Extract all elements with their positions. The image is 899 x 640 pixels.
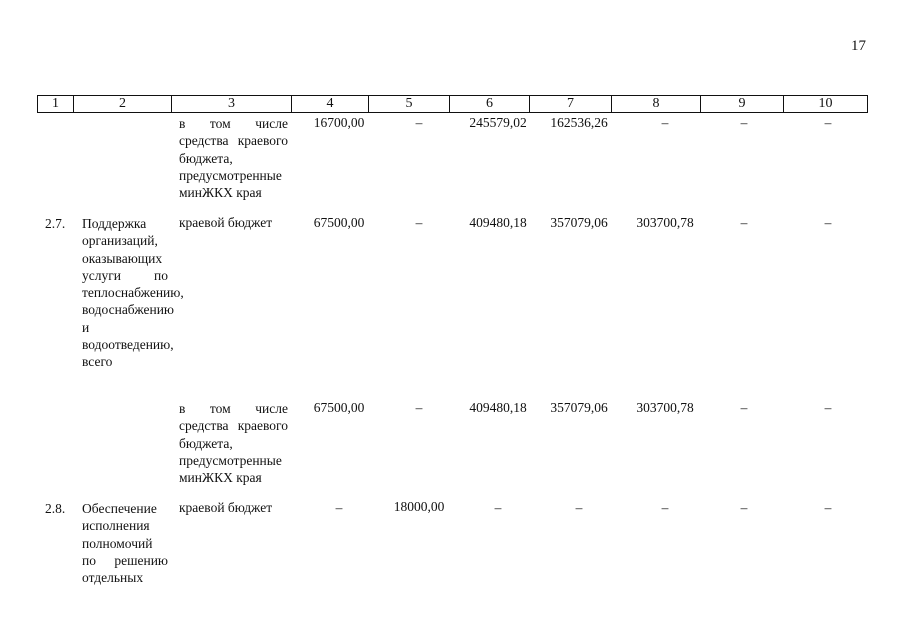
value-col-8: 303700,78	[636, 215, 694, 230]
value-col-7: 357079,06	[550, 215, 608, 230]
value-col-9: –	[740, 115, 748, 130]
column-number-header	[37, 95, 868, 113]
funding-source: в том числе средства краевого бюджета, предусмотренные минЖКХ края	[179, 401, 288, 486]
funding-source: краевой бюджет	[179, 500, 273, 515]
header-cell-4: 4	[292, 96, 369, 113]
item-name: Обеспечение исполнения полномочий по решению отдельных	[82, 501, 168, 586]
value-col-8: 303700,78	[636, 400, 694, 415]
value-col-8: –	[661, 115, 669, 130]
header-cell-8: 8	[612, 96, 701, 113]
value-col-6: 409480,18	[469, 400, 527, 415]
value-col-9: –	[740, 500, 748, 515]
value-col-5: –	[415, 215, 423, 230]
header-cell-2: 2	[74, 96, 172, 113]
value-col-6: 245579,02	[469, 115, 527, 130]
page-number: 17	[851, 38, 866, 54]
value-col-4: 67500,00	[313, 215, 365, 230]
value-col-7: –	[575, 500, 583, 515]
header-cell-7: 7	[530, 96, 612, 113]
item-number: 2.8.	[45, 501, 66, 516]
header-cell-9: 9	[701, 96, 784, 113]
item-number: 2.7.	[45, 216, 66, 231]
value-col-8: –	[661, 500, 669, 515]
value-col-7: 162536,26	[550, 115, 608, 130]
value-col-4: 67500,00	[313, 400, 365, 415]
value-col-10: –	[824, 500, 832, 515]
header-cell-1: 1	[38, 96, 74, 113]
header-cell-10: 10	[784, 96, 868, 113]
value-col-9: –	[740, 400, 748, 415]
value-col-10: –	[824, 400, 832, 415]
value-col-6: –	[494, 500, 502, 515]
header-cell-5: 5	[369, 96, 450, 113]
value-col-4: 16700,00	[313, 115, 365, 130]
value-col-7: 357079,06	[550, 400, 608, 415]
funding-source: в том числе средства краевого бюджета, предусмотренные минЖКХ края	[179, 116, 288, 201]
value-col-9: –	[740, 215, 748, 230]
value-col-6: 409480,18	[469, 215, 527, 230]
value-col-4: –	[335, 500, 343, 515]
value-col-10: –	[824, 115, 832, 130]
header-cell-3: 3	[172, 96, 292, 113]
value-col-5: –	[415, 400, 423, 415]
funding-source: краевой бюджет	[179, 215, 273, 230]
value-col-10: –	[824, 215, 832, 230]
header-row	[38, 96, 868, 113]
item-name: Поддержка организаций, оказывающих услуги по теплоснабжению, водоснабжению и водоотведению, всего	[82, 216, 184, 370]
header-cell-6: 6	[450, 96, 530, 113]
value-col-5: 18000,00	[393, 499, 445, 514]
value-col-5: –	[415, 115, 423, 130]
